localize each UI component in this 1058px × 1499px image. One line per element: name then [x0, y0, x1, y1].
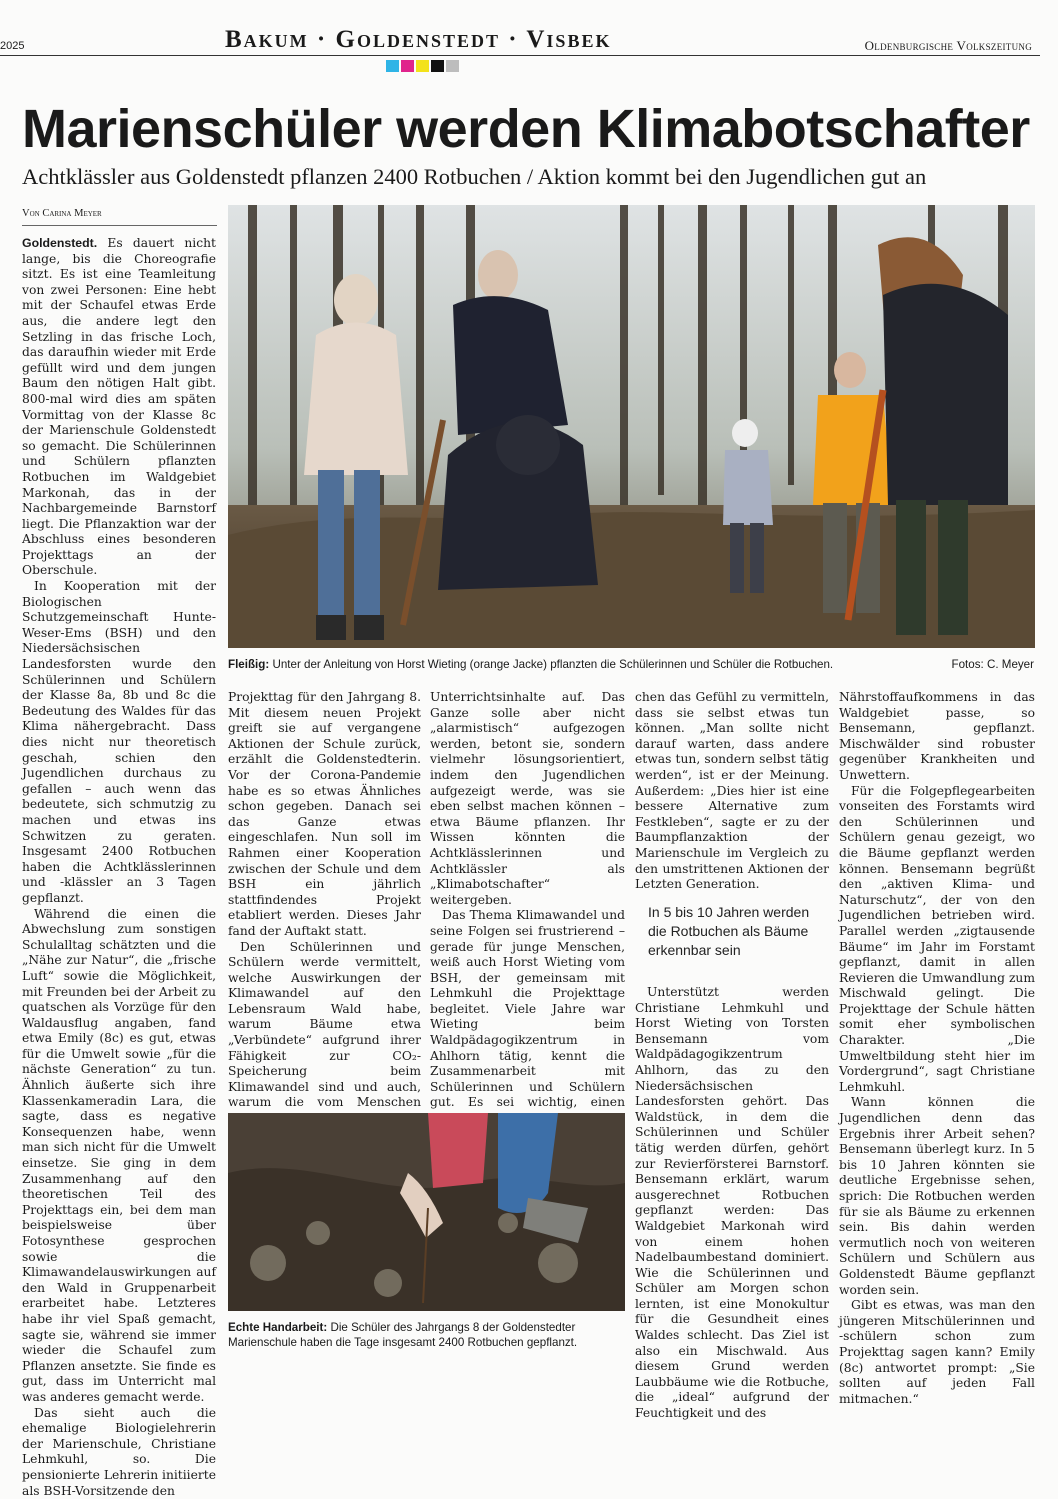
paragraph: In Kooperation mit der Biologischen Schutzgemeinschaft Hunte-Weser-Ems (BSH) und den Niedersächsischen Landesforsten wurde den Schülerinnen und Schülern der Klasse 8a, 8b und 8c die Bedeutung des Waldes für das Klima nähergebracht. Dass dies nicht nur theoretisch geschah, schien den Jugendlichen durchaus zu gefallen – auch wenn das bedeutete, sich schmutzig zu machen und etwas ins Schwitzen zu geraten. Insgesamt 2400 Rotbuchen haben die Achtklässlerinnen und -klässler an 3 Tagen gepflanzt. — [22, 579, 216, 905]
header-divider — [0, 55, 1040, 56]
print-color-swatches — [386, 60, 459, 72]
article-column-5 — [839, 690, 1035, 1406]
byline: Von Carina Meyer — [22, 208, 102, 219]
hands-planting-photo — [228, 1113, 625, 1311]
gray-swatch — [446, 60, 459, 72]
byline-divider — [22, 225, 217, 226]
paragraph: Unterstützt werden Christiane Lehmkuhl und Horst Wieting von Torsten Bensemann vom Waldpädagogikzentrum Ahlhorn, das zu den Niedersächsischen Landesforsten gehört. Das Waldstück, in dem die Schülerinnen und Schüler tätig werden dürfen, gehört zur Revierförsterei Barnstorf. Bensemann erklärt, warum ausgerechnet Rotbuchen gepflanzt werden: Das Waldgebiet Markonah wird von einem hohen Nadelbaumbestand dominiert. Wie die Schülerinnen und Schüler am Morgen schon lernten, ist eine Monokultur für die Gesundheit eines Waldes schlecht. Das Ziel ist also ein Mischwald. Aus diesem Grund werden Laubbäume wie die Rotbuche, die „ideal“ aufgrund der Feuchtigkeit und des — [635, 985, 829, 1421]
paragraph: chen das Gefühl zu vermitteln, dass sie selbst etwas tun können. „Man sollte nicht darauf warten, dass andere etwas tun, sondern selbst tätig werden“, ist er der Meinung. Außerdem: „Dies hier ist eine bessere Alternative zum Festkleben“, sagte er zu der Baumpflanzaktion der Marienschule im Vergleich zu den umstrittenen Aktionen der Letzten Generation. — [635, 690, 829, 892]
paragraph: Gibt es etwas, was man den jüngeren Mitschülerinnen und -schülern schon zum Projekttag sagen kann? Emily (8c) antwortet prompt: „Sie sollten auf jeden Fall mitmachen.“ — [839, 1298, 1035, 1406]
caption-text: Die Schüler des Jahrgangs 8 der Goldenstedter Marienschule haben die Tage insgesamt 2400 Rotbuchen gepflanzt. — [228, 1321, 578, 1349]
page-number-fragment: 2025 — [0, 40, 25, 52]
article-column-4-bottom — [635, 985, 829, 1421]
article-headline: Marienschüler werden Klimabotschafter — [22, 99, 1030, 159]
caption-text: Unter der Anleitung von Horst Wieting (orange Jacke) pflanzten die Schülerinnen und Schüler die Rotbuchen. — [272, 658, 834, 671]
caption-label: Echte Handarbeit: — [228, 1321, 328, 1334]
paragraph: Unterrichtsinhalte auf. Das Ganze solle aber nicht „alarmistisch“ aufgezogen werden, betont sie, sondern vielmehr lösungsorientiert, indem den Jugendlichen aufgezeigt werde, was sie eben selbst machen können – etwa Bäume pflanzen. Ihr Wissen könnten die Achtklässlerinnen und Achtklässler als „Klimabotschafter“ weitergeben. — [430, 690, 625, 907]
paragraph: Das Thema Klimawandel und seine Folgen sei frustrierend – gerade für junge Menschen, weiß auch Horst Wieting vom BSH, der gemeinsam mit Lehmkuhl die Projekttage begleitet. Viele Jahre war Wieting beim Waldpädagogikzentrum in Ahlhorn tätig, kennt die Zusammenarbeit mit Schülerinnen und Schülern gut. Es sei wichtig, einen — [430, 908, 625, 1110]
paragraph: Das sieht auch die ehemalige Biologielehrerin der Marienschule, Christiane Lehmkuhl, so. Die pensionierte Lehrerin initiierte als BSH-Vorsitzende den — [22, 1405, 216, 1498]
cyan-swatch — [386, 60, 399, 72]
main-photo-caption — [228, 657, 908, 672]
yellow-swatch — [416, 60, 429, 72]
photo-credit: Fotos: C. Meyer — [951, 658, 1034, 671]
article-column-2 — [228, 690, 421, 1128]
paragraph: Projekttag für den Jahrgang 8. Mit diesem neuen Projekt greift sie auf vergangene Aktionen der Schule zurück, erzählt die Goldenstedterin. Vor der Corona-Pandemie habe es so etwas Ähnliches schon gegeben. Danach sei das Ganze etwas eingeschlafen. Nun soll im Rahmen einer Kooperation zwischen der Schule und dem BSH ein jährlich stattfindendes Projekt etabliert werden. Dieses Jahr fand der Auftakt statt. — [228, 690, 421, 938]
black-swatch — [431, 60, 444, 72]
paragraph: Für die Folgepflegearbeiten vonseiten des Forstamts wird den Schülerinnen und Schülern genau gezeigt, wo die Bäume gepflanzt werden können. Bensemann begrüßt den „aktiven Klima- und Naturschutz“, der von den Jugendlichen betrieben wird. Parallel werden „zigtausende Bäume“ im Jahr im Forstamt gepflanzt, damit in allen Revieren die Umwandlung zum Mischwald gelingt. Die Projekttage der Schule hätten somit eher symbolischen Charakter. „Die Umweltbildung steht hier im Vordergrund“, sagt Christiane Lehmkuhl. — [839, 783, 1035, 1094]
paragraph: Wann können die Jugendlichen denn das Ergebnis ihrer Arbeit sehen? Bensemann überlegt kurz. In 5 bis 10 Jahren könnten sie deutliche Ergebnisse sehen, sprich: Die Rotbuchen werden für sie als Bäume zu erkennen sein. Bis dahin werden vermutlich noch von weiteren Schülern und Schülern aus Goldenstedt Bäume gepflanzt worden sein. — [839, 1095, 1035, 1297]
paragraph-text: Es dauert nicht lange, bis die Choreografie sitzt. Es ist eine Teamleitung von zwei Personen: Eine hebt mit der Schaufel etwas Erde aus, die andere legt den Setzling in das frische Loch, das daraufhin wieder mit Erde gefüllt wird und dem jungen Baum den nötigen Halt gibt. 800-mal wird dies am späten Vormittag von der Klasse 8c der Marienschule Goldenstedt so gemacht. Die Schülerinnen und Schülern pflanzten Rotbuchen im Waldgebiet Markonah, das in der Nachbargemeinde Barnstorf liegt. Die Pflanzaktion war der Abschluss eines besonderen Projekttags an der Oberschule. — [22, 236, 216, 578]
article-column-4-top — [635, 690, 829, 890]
forest-planting-photo — [228, 205, 1035, 648]
publication-name: Oldenburgische Volkszeitung — [864, 38, 1032, 53]
dateline: Goldenstedt. — [22, 236, 98, 250]
paragraph: Den Schülerinnen und Schülern werde vermittelt, welche Auswirkungen der Klimawandel auf den Lebensraum Wald habe, warum Bäume etwa „Verbündete“ aufgrund ihrer Fähigkeit zur CO₂-Speicherung beim Klimawandel sind und auch, warum die vom Menschen — [228, 939, 421, 1110]
paragraph: Nährstoffaufkommens in das Waldgebiet passe, so Bensemann, gepflanzt. Mischwälder sind robuster gegenüber Krankheiten und Unwettern. — [839, 690, 1035, 782]
section-title: Bakum · Goldenstedt · Visbek — [225, 26, 612, 53]
article-column-3 — [430, 690, 625, 1128]
article-subheadline: Achtklässler aus Goldenstedt pflanzen 2400 Rotbuchen / Aktion kommt bei den Jugendlichen gut an — [22, 164, 927, 189]
secondary-photo — [228, 1113, 625, 1311]
magenta-swatch — [401, 60, 414, 72]
main-photo — [228, 205, 1035, 648]
pull-quote: In 5 bis 10 Jahren werden die Rotbuchen als Bäume erkennbar sein — [648, 904, 810, 958]
paragraph — [22, 236, 216, 579]
paragraph: Während die einen die Abwechslung zum sonstigen Schulalltag schätzten und die „Nähe zur Natur“, die „frische Luft“ sowie die Möglichkeit, mit Freunden bei der Arbeit zu quatschen als Vorzüge für den Waldausflug angaben, fand etwa Emily (8c) es gut, etwas für die Umwelt sowie „für die nächste Generation“ zu tun. Ähnlich äußerte sich ihre Klassenkameradin Lara, die sagte, dass es negative Konsequenzen habe, wenn man sich nicht für die Umwelt einsetze. Sie ging in dem Zusammenhang auf den theoretischen Teil des Projekttags ein, bei dem man beispielsweise über Fotosynthese gesprochen sowie die Klimawandelauswirkungen auf den Wald in Gruppenarbeit erarbeitet habe. Letzteres habe ihr viel Spaß gemacht, sagte sie, während sie immer wieder die Schaufel zum Pflanzen ansetzte. Sie finde es gut, dass im Unterricht mal was anderes gemacht werde. — [22, 906, 216, 1404]
article-column-1 — [22, 236, 216, 1498]
caption-label: Fleißig: — [228, 658, 270, 671]
secondary-photo-caption — [228, 1320, 628, 1350]
